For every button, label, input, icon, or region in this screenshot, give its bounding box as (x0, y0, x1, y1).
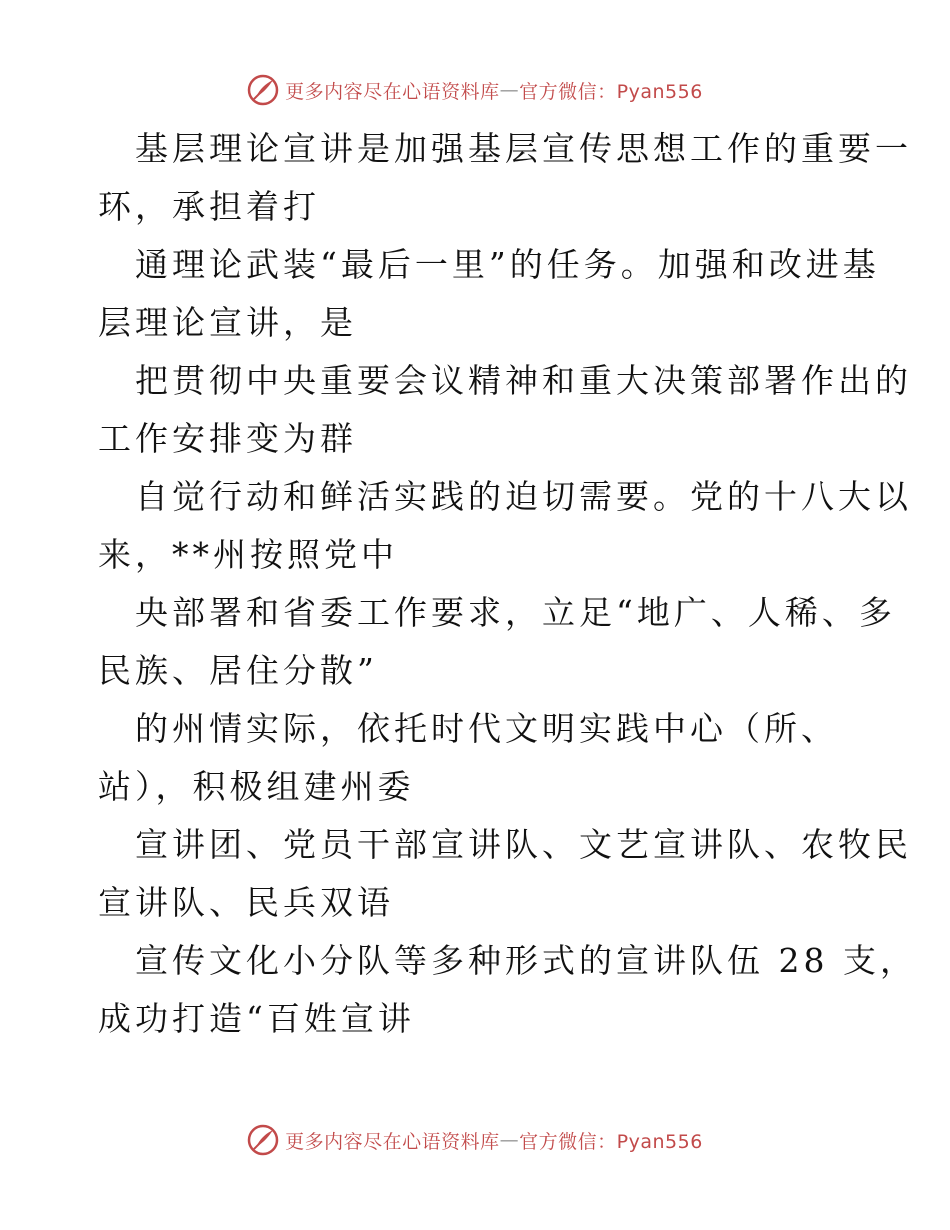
text-line: 央部署和省委工作要求，立足“地广、人稀、多 (135, 593, 896, 632)
text-line: 工作安排变为群 (98, 419, 357, 458)
text-line: 宣讲团、党员干部宣讲队、文艺宣讲队、农牧民 (135, 825, 912, 864)
text-line: 自觉行动和鲜活实践的迫切需要。党的十八大以 (135, 477, 912, 516)
text-line: 宣传文化小分队等多种形式的宣讲队伍 28 支， (135, 941, 917, 980)
watermark-main-text: 更多内容尽在心语资料库 (285, 1130, 500, 1153)
header-watermark (0, 70, 950, 110)
document-body (98, 120, 917, 1048)
text-line: 来，**州按照党中 (98, 535, 398, 574)
text-line: 环，承担着打 (98, 187, 320, 226)
text-line: 的州情实际，依托时代文明实践中心（所、 (135, 709, 838, 748)
text-line: 站），积极组建州委 (98, 767, 415, 806)
watermark-separator: — (499, 1129, 520, 1151)
feather-pen-logo-icon (247, 1124, 279, 1156)
watermark-wechat-text: 官方微信：Pyan556 (519, 80, 703, 103)
watermark-main-text: 更多内容尽在心语资料库 (285, 80, 500, 103)
text-line: 成功打造“百姓宣讲 (98, 999, 415, 1038)
text-line: 把贯彻中央重要会议精神和重大决策部署作出的 (135, 361, 912, 400)
watermark-separator: — (499, 79, 520, 101)
footer-watermark (0, 1120, 950, 1160)
watermark-wechat-text: 官方微信：Pyan556 (519, 1130, 703, 1153)
text-line: 民族、居住分散” (98, 651, 378, 690)
feather-pen-logo-icon (247, 74, 279, 106)
text-line: 通理论武装“最后一里”的任务。加强和改进基 (135, 245, 880, 284)
text-line: 宣讲队、民兵双语 (98, 883, 394, 922)
text-line: 层理论宣讲，是 (98, 303, 357, 342)
text-line: 基层理论宣讲是加强基层宣传思想工作的重要一 (135, 129, 912, 168)
